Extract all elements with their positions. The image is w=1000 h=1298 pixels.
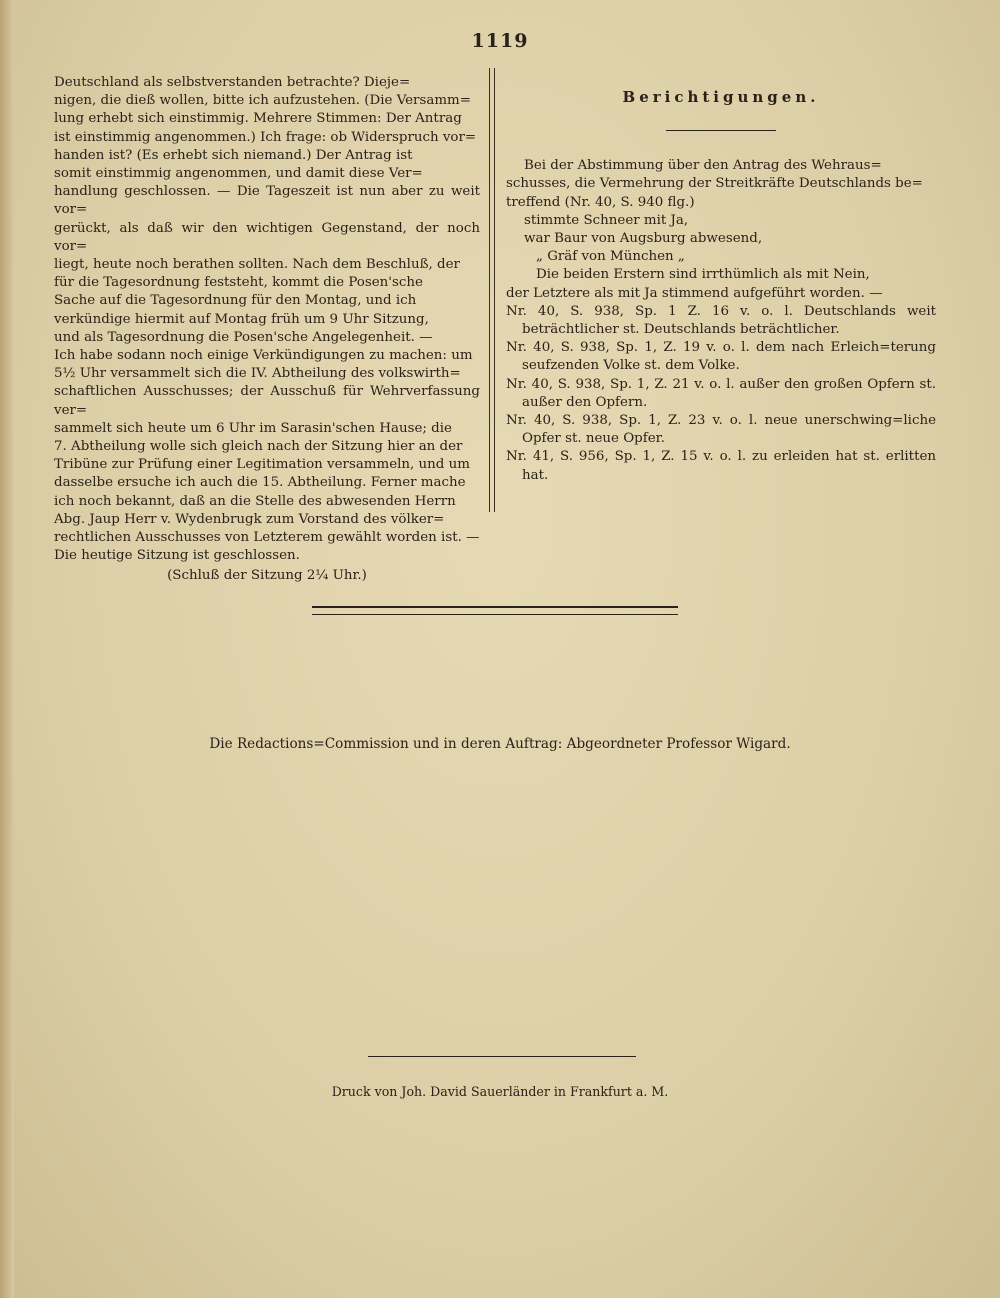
correction-entry: Nr. 40, S. 938, Sp. 1, Z. 23 v. o. l. neue unerschwing=liche Opfer st. neue Opfer. [506,413,936,447]
printer-imprint: Druck von Joh. David Sauerländer in Frankfurt a. M. [331,1084,669,1099]
text-line: treffend (Nr. 40, S. 940 flg.) [506,194,695,210]
text-line: somit einstimmig angenommen, und damit diese Ver= [54,166,423,182]
text-line: schaftlichen Ausschusses; der Ausschuß für Wehrverfassung ver= [54,384,480,418]
correction-entry: Nr. 40, S. 938, Sp. 1 Z. 16 v. o. l. Deutschlands weit beträchtlicher st. Deutschlands beträchtlicher. [506,303,936,338]
text-line: 5½ Uhr versammelt sich die IV. Abtheilung des volkswirth= [54,366,461,382]
text-line: und als Tagesordnung die Posen'sche Angelegenheit. — [54,329,433,345]
text-line: Deutschland als selbstverstanden betrachte? Dieje= [54,75,411,90]
page-edge [0,0,14,1298]
vote-line: „ Gräf von München „ [536,249,685,265]
text-line: handen ist? (Es erhebt sich niemand.) Der Antrag ist [54,147,413,163]
text-line: liegt, heute noch berathen sollten. Nach dem Beschluß, der [54,257,460,273]
vote-line: stimmte Schneer mit Ja, [524,212,689,228]
text-line: Die heutige Sitzung ist geschlossen. [54,548,300,564]
text-line: dasselbe ersuche ich auch die 15. Abtheilung. Ferner mache [54,475,466,491]
footer-rule [368,1056,636,1057]
text-line: Abg. Jaup Herr v. Wydenbrugk zum Vorstand des völker= [54,511,445,527]
text-line: gerückt, als daß wir den wichtigen Gegenstand, der noch vor= [54,220,480,254]
text-line: nigen, die dieß wollen, bitte ich aufzustehen. (Die Versamm= [54,93,471,109]
text-line: ist einstimmig angenommen.) Ich frage: ob Widerspruch vor= [54,129,477,145]
text-line: Bei der Abstimmung über den Antrag des Wehraus= [524,158,882,174]
column-divider [489,68,495,512]
session-closing: (Schluß der Sitzung 2¼ Uhr.) [167,568,367,584]
text-line: lung erhebt sich einstimmig. Mehrere Stimmen: Der Antrag [54,111,462,127]
vote-line: war Baur von Augsburg abwesend, [524,231,763,247]
correction-entry: Nr. 40, S. 938, Sp. 1, Z. 19 v. o. l. dem nach Erleich=terung seufzenden Volke st. dem Volke. [506,340,936,374]
text-line: rechtlichen Ausschusses von Letzterem gewählt worden ist. — [54,530,480,546]
text-line: der Letztere als mit Ja stimmend aufgeführt worden. — [506,285,883,301]
text-line: ich noch bekannt, daß an die Stelle des abwesenden Herrn [54,493,456,509]
text-line: Tribüne zur Prüfung einer Legitimation versammeln, und um [54,457,470,473]
correction-entry: Nr. 40, S. 938, Sp. 1, Z. 21 v. o. l. außer den großen Opfern st. außer den Opfern. [506,376,936,410]
text-line: für die Tagesordnung feststeht, kommt die Posen'sche [54,275,423,291]
text-line: Sache auf die Tagesordnung für den Montag, und ich [54,293,417,309]
text-line: sammelt sich heute um 6 Uhr im Sarasin'schen Hause; die [54,420,452,436]
left-column [54,74,480,586]
page-number: 1119 [471,30,529,52]
text-line: 7. Abtheilung wolle sich gleich nach der Sitzung hier an der [54,439,463,455]
text-line: Ich habe sodann noch einige Verkündigungen zu machen: um [54,348,473,364]
section-double-rule [312,606,678,615]
text-line: Die beiden Erstern sind irrthümlich als mit Nein, [536,267,870,283]
text-line: handlung geschlossen. — Die Tageszeit ist nun aber zu weit vor= [54,184,480,218]
text-line: verkündige hiermit auf Montag früh um 9 Uhr Sitzung, [54,311,429,327]
redaction-note: Die Redactions=Commission und in deren Auftrag: Abgeordneter Professor Wigard. [209,736,791,752]
right-column [506,74,936,485]
corrections-heading: Berichtigungen. [622,88,820,106]
correction-entry: Nr. 41, S. 956, Sp. 1, Z. 15 v. o. l. zu erleiden hat st. erlitten hat. [506,449,936,483]
text-line: schusses, die Vermehrung der Streitkräfte Deutschlands be= [506,176,923,192]
heading-rule [666,130,776,131]
